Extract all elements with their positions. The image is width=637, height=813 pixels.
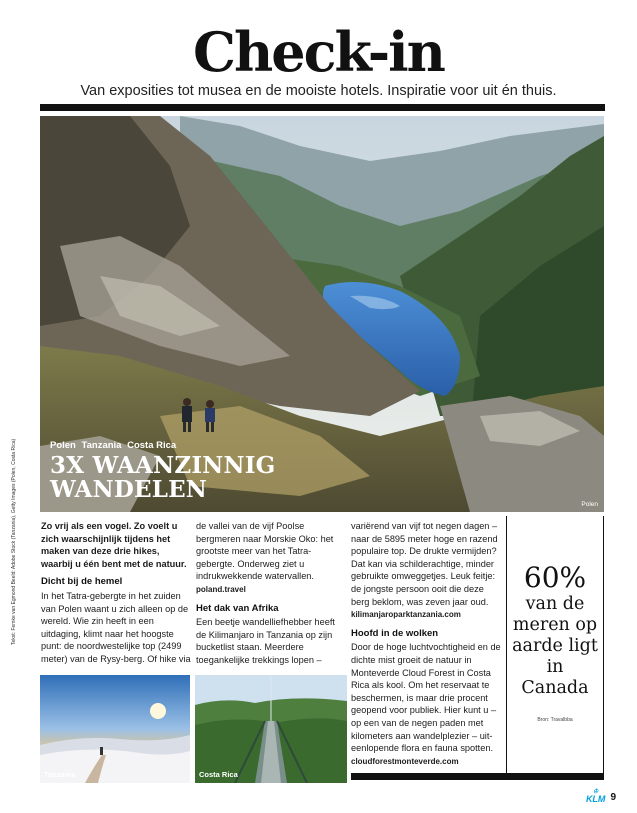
photo-costa-rica (195, 675, 347, 783)
stat-text: van de meren op aarde ligt in Canada (512, 594, 598, 698)
heading-poland: Dicht bij de hemel (41, 576, 123, 588)
klm-logo (586, 790, 606, 804)
body-tanzania-text: variërend van vijf tot negen dagen – naar de 5895 meter hoge en razend populaire top. De drukte vermijden? Dat kan via schilderachtige, minder gebruikte omweggetjes. Leuk feitje: de jongste persoon ooit die deze berg beklom, was zeven jaar oud. (351, 521, 498, 607)
stat-callout (506, 516, 604, 773)
masthead (0, 22, 637, 100)
hero-location-tags (50, 440, 179, 451)
photo-tanzania (40, 675, 190, 783)
link-cloudforest[interactable]: cloudforestmonteverde.com (351, 756, 459, 766)
klm-logo-text: KLM (585, 794, 606, 804)
hero-photo (40, 116, 604, 512)
tag-poland: Polen (50, 440, 76, 451)
article-title-line1: 3X WAANZINNIG (50, 452, 276, 479)
caption-tanzania: Tanzania (44, 770, 76, 779)
body-tanzania: Een beetje wandelliefhebber heeft de Kilimanjaro in Tanzania op zijn bucketlist staan. Meerdere toegankelijke trekkings lopen – (196, 617, 335, 665)
body-tanzania-continued (351, 520, 501, 622)
tag-tanzania: Tanzania (81, 440, 122, 451)
body-costa-rica (351, 641, 501, 768)
top-rule (40, 104, 605, 111)
body-costa-rica-text: Door de hoge luchtvochtigheid en de dichte mist groeit de natuur in Monteverde Cloud Forest in Costa Rica als kool. Om het reservaat te beschermen, is maar drie procent geopend voor publiek. Hier kunt u – op een van de negen paden met kilometers aan wandelplezier – uit-eenlopende flora en fauna spotten. (351, 642, 501, 754)
article-title-line2: WANDELEN (50, 476, 208, 503)
heading-tanzania: Het dak van Afrika (196, 602, 279, 614)
body-poland-continued (196, 520, 346, 597)
tag-costa-rica: Costa Rica (127, 440, 177, 451)
link-poland-travel[interactable]: poland.travel (196, 584, 246, 594)
crown-icon: ♔ (592, 789, 599, 795)
bottom-rule (351, 773, 604, 780)
column-1 (41, 520, 191, 672)
section-subtitle: Van exposities tot musea en de mooiste hotels. Inspiratie voor uit én thuis. (80, 83, 557, 99)
section-title: Check-in (193, 20, 444, 84)
hanging-bridge-illustration (195, 675, 347, 783)
heading-costa-rica: Hoofd in de wolken (351, 627, 439, 639)
kilimanjaro-illustration (40, 675, 190, 783)
article-title (50, 454, 276, 502)
link-kilimanjaro[interactable]: kilimanjaroparktanzania.com (351, 610, 461, 620)
column-3 (351, 520, 501, 774)
photo-credit: Tekst: Femke van Egmond Beeld: Adobe Stock (Tanzania), Getty Images (Polen, Costa Rica) (11, 438, 17, 645)
body-poland: In het Tatra-gebergte in het zuiden van Polen waant u zich alleen op de wereld. Wie zin heeft in een uitdaging, klimt naar het hoogste punt: de noordwestelijke top (2499 meter) van de Rysy-berg. Of hike via (41, 590, 191, 664)
caption-costa-rica: Costa Rica (199, 770, 238, 779)
column-2 (196, 520, 346, 673)
intro-paragraph: Zo vrij als een vogel. Zo voelt u zich waarschijnlijk tijdens het maken van deze drie hikes, waarbij u één bent met de natuur. (41, 521, 187, 569)
hero-caption: Polen (581, 501, 598, 508)
page-number: 9 (610, 791, 616, 803)
page-footer (586, 790, 616, 804)
stat-value: 60% (523, 561, 587, 594)
body-poland-text: de vallei van de vijf Poolse bergmeren naar Morskie Oko: het grootste meer van het Tatra-gebergte. Onderweg ziet u indrukwekkende watervallen. (196, 521, 334, 582)
stat-source: Bron: Travalbba (537, 717, 573, 723)
